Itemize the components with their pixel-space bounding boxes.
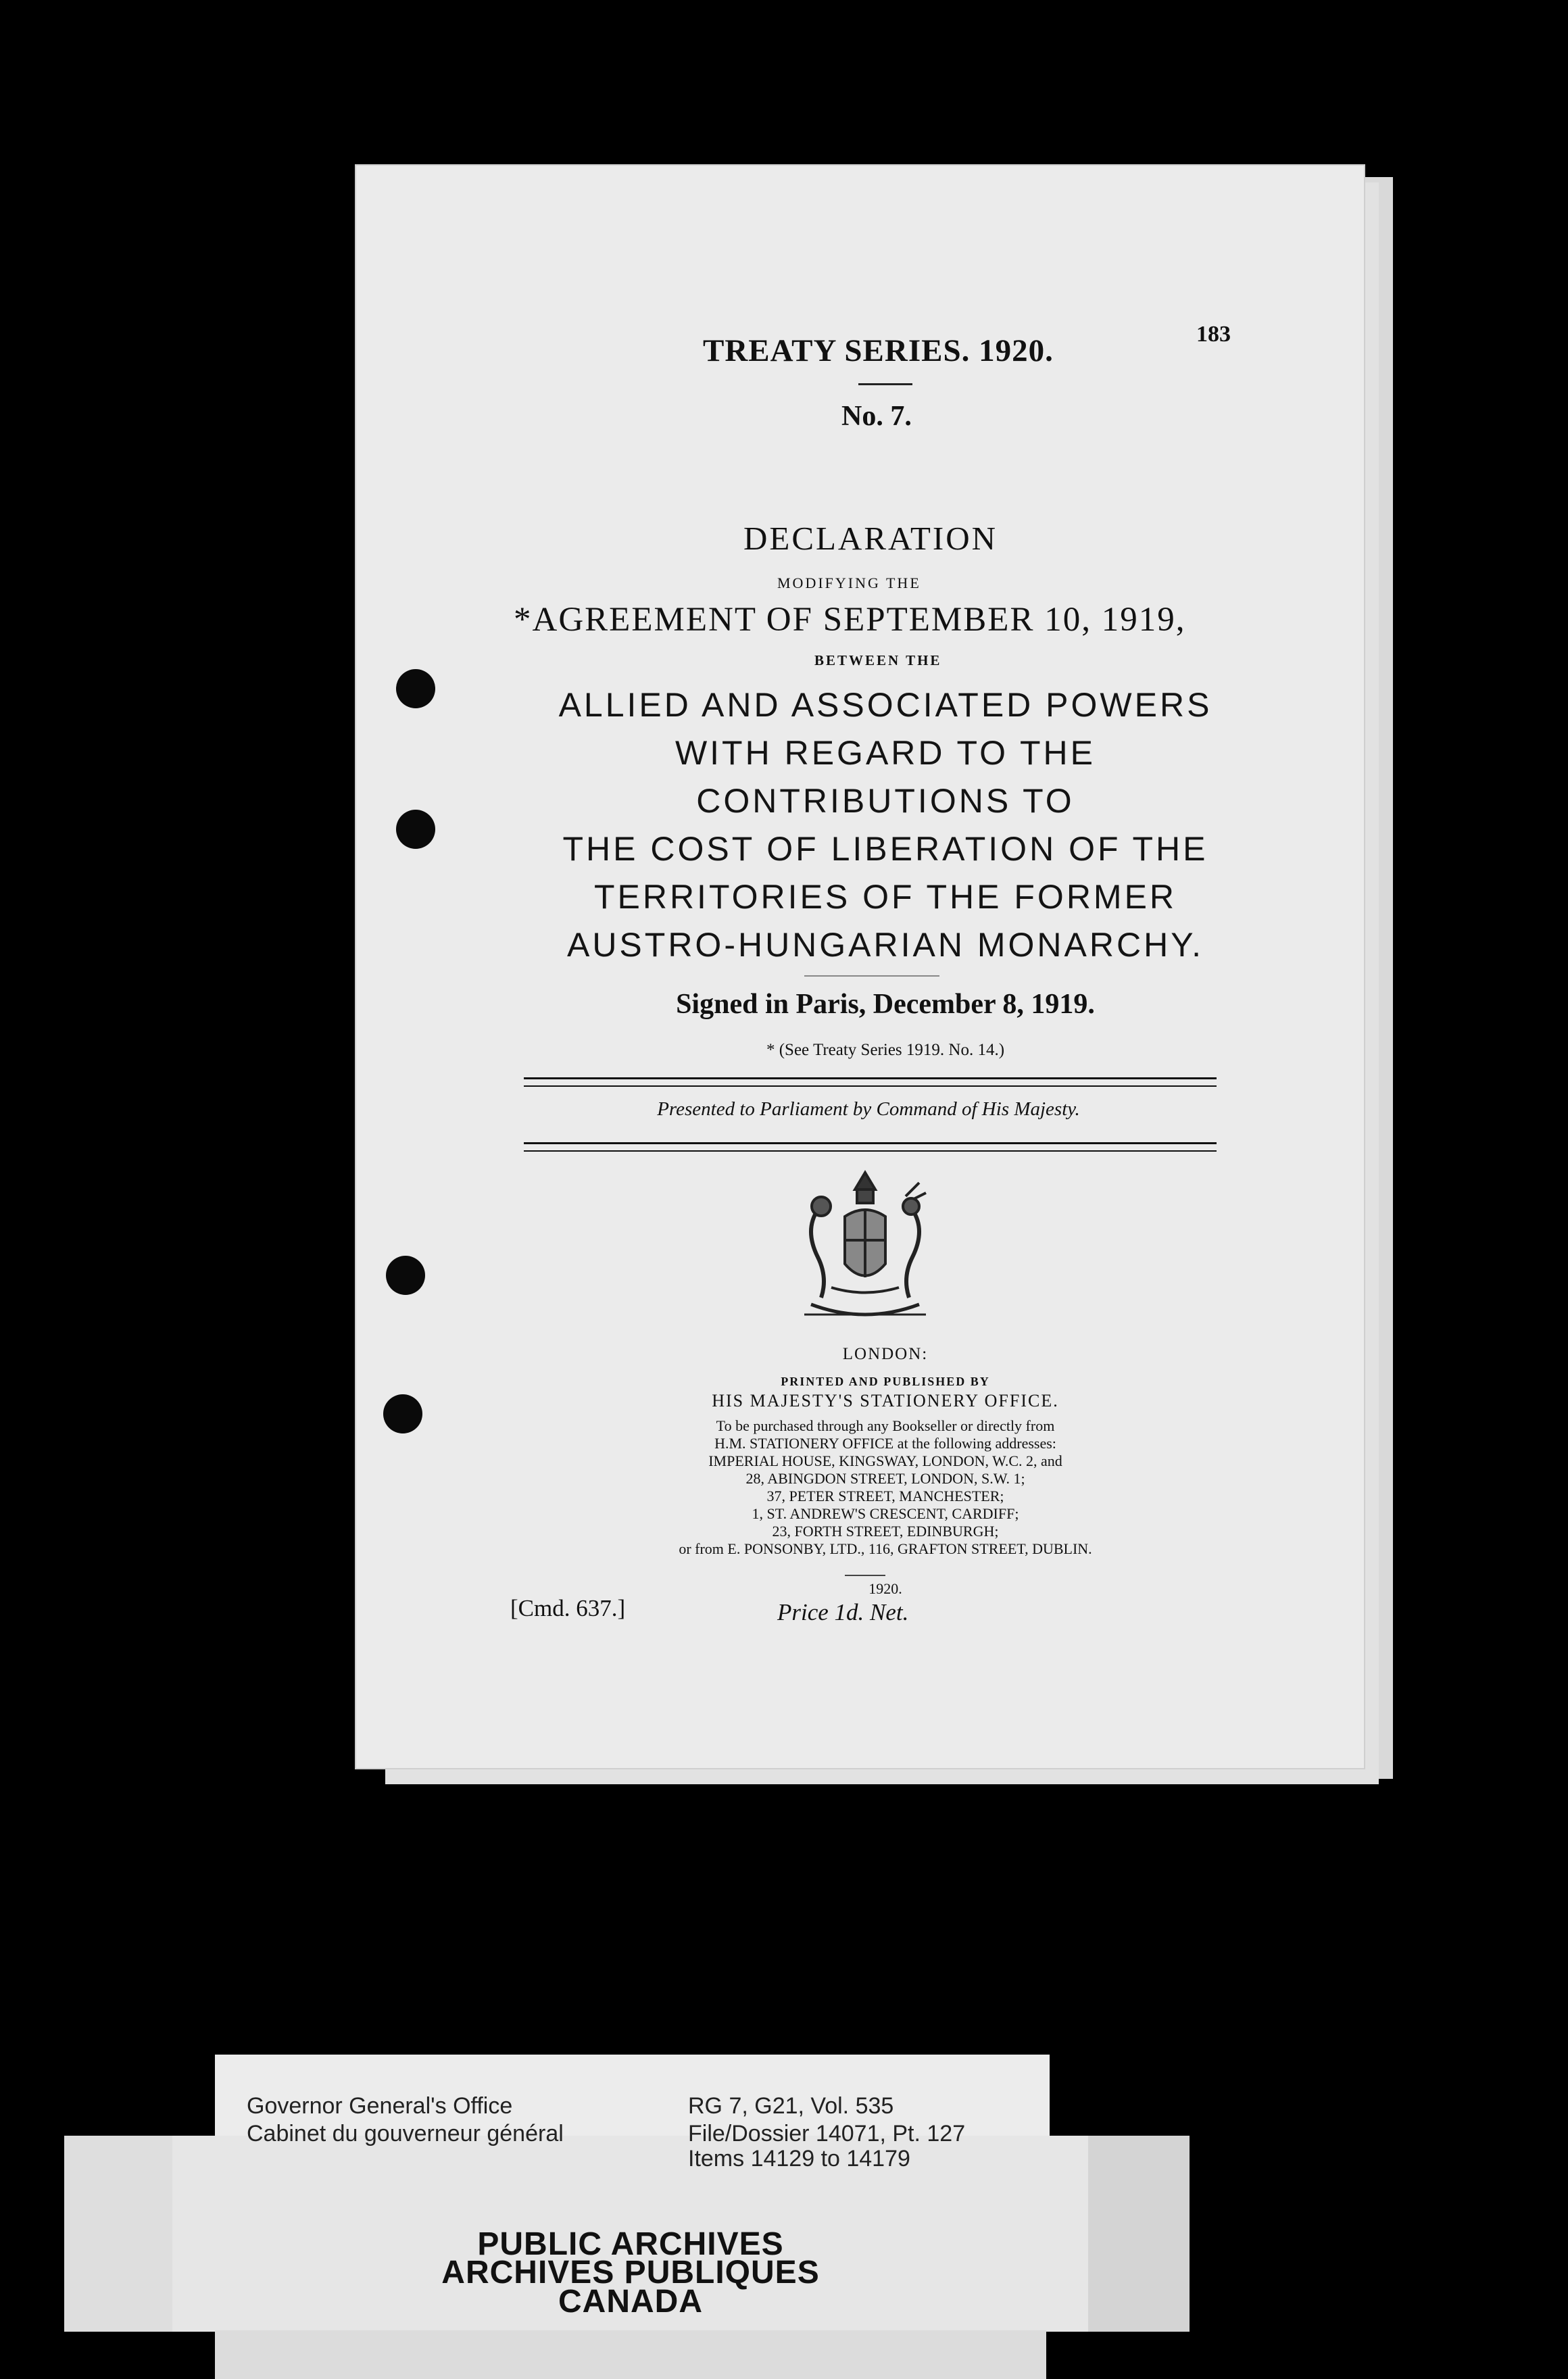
series-title: TREATY SERIES. 1920. xyxy=(703,333,1054,368)
imprint-year: 1920. xyxy=(868,1580,902,1597)
record-group: RG 7, G21, Vol. 535 xyxy=(688,2093,894,2119)
title-line: WITH REGARD TO THE xyxy=(675,734,1096,772)
imprint-printed: PRINTED AND PUBLISHED BY xyxy=(781,1375,990,1388)
office-en: Governor General's Office xyxy=(247,2093,513,2119)
imprint-london: LONDON: xyxy=(842,1345,929,1363)
title-line: ALLIED AND ASSOCIATED POWERS xyxy=(558,686,1212,724)
title-line: THE COST OF LIBERATION OF THE xyxy=(562,830,1208,868)
archive-stamp-line: PUBLIC ARCHIVES xyxy=(477,2226,784,2262)
agreement-title: *AGREEMENT OF SEPTEMBER 10, 1919, xyxy=(514,601,1186,639)
file-number: File/Dossier 14071, Pt. 127 xyxy=(688,2121,966,2147)
archive-strip xyxy=(215,2330,1046,2379)
royal-coat-of-arms-icon xyxy=(791,1169,939,1331)
punch-hole xyxy=(396,669,435,708)
presented-line: Presented to Parliament by Command of His Majesty. xyxy=(657,1098,1080,1120)
divider xyxy=(804,975,939,977)
document-title: DECLARATION xyxy=(743,520,998,557)
address-line: 28, ABINGDON STREET, LONDON, S.W. 1; xyxy=(745,1470,1025,1487)
subtitle-between: BETWEEN THE xyxy=(814,652,942,668)
address-line: To be purchased through any Bookseller or directly from xyxy=(716,1417,1055,1434)
title-line: AUSTRO-HUNGARIAN MONARCHY. xyxy=(566,926,1204,964)
archive-stamp-line: CANADA xyxy=(558,2284,703,2320)
title-block xyxy=(473,681,1298,969)
address-line: or from E. PONSONBY, LTD., 116, GRAFTON STREET, DUBLIN. xyxy=(679,1540,1092,1557)
subtitle-modifying: MODIFYING THE xyxy=(777,574,921,591)
items-range: Items 14129 to 14179 xyxy=(688,2146,910,2172)
address-line: 23, FORTH STREET, EDINBURGH; xyxy=(772,1523,999,1540)
imprint-publisher: HIS MAJESTY'S STATIONERY OFFICE. xyxy=(712,1391,1059,1411)
office-fr: Cabinet du gouverneur général xyxy=(247,2121,564,2147)
signed-line: Signed in Paris, December 8, 1919. xyxy=(676,989,1095,1020)
address-line: H.M. STATIONERY OFFICE at the following addresses: xyxy=(714,1435,1056,1452)
punch-hole xyxy=(383,1394,422,1433)
imprint-addresses xyxy=(473,1417,1298,1558)
series-number: No. 7. xyxy=(841,401,912,432)
punch-hole xyxy=(386,1256,425,1295)
title-line: CONTRIBUTIONS TO xyxy=(696,782,1075,820)
punch-hole xyxy=(396,810,435,849)
address-line: IMPERIAL HOUSE, KINGSWAY, LONDON, W.C. 2, and xyxy=(708,1452,1062,1469)
page-number: 183 xyxy=(1196,322,1231,347)
address-line: 37, PETER STREET, MANCHESTER; xyxy=(766,1488,1004,1504)
title-line: TERRITORIES OF THE FORMER xyxy=(593,878,1177,916)
footnote: * (See Treaty Series 1919. No. 14.) xyxy=(766,1041,1005,1059)
command-number: [Cmd. 637.] xyxy=(510,1595,626,1621)
double-rule xyxy=(524,1077,1217,1087)
double-rule xyxy=(524,1142,1217,1152)
address-line: 1, ST. ANDREW'S CRESCENT, CARDIFF; xyxy=(752,1505,1019,1522)
divider xyxy=(845,1575,885,1576)
divider xyxy=(858,383,912,385)
archive-stamp-line: ARCHIVES PUBLIQUES xyxy=(441,2255,820,2290)
price: Price 1d. Net. xyxy=(777,1599,909,1625)
